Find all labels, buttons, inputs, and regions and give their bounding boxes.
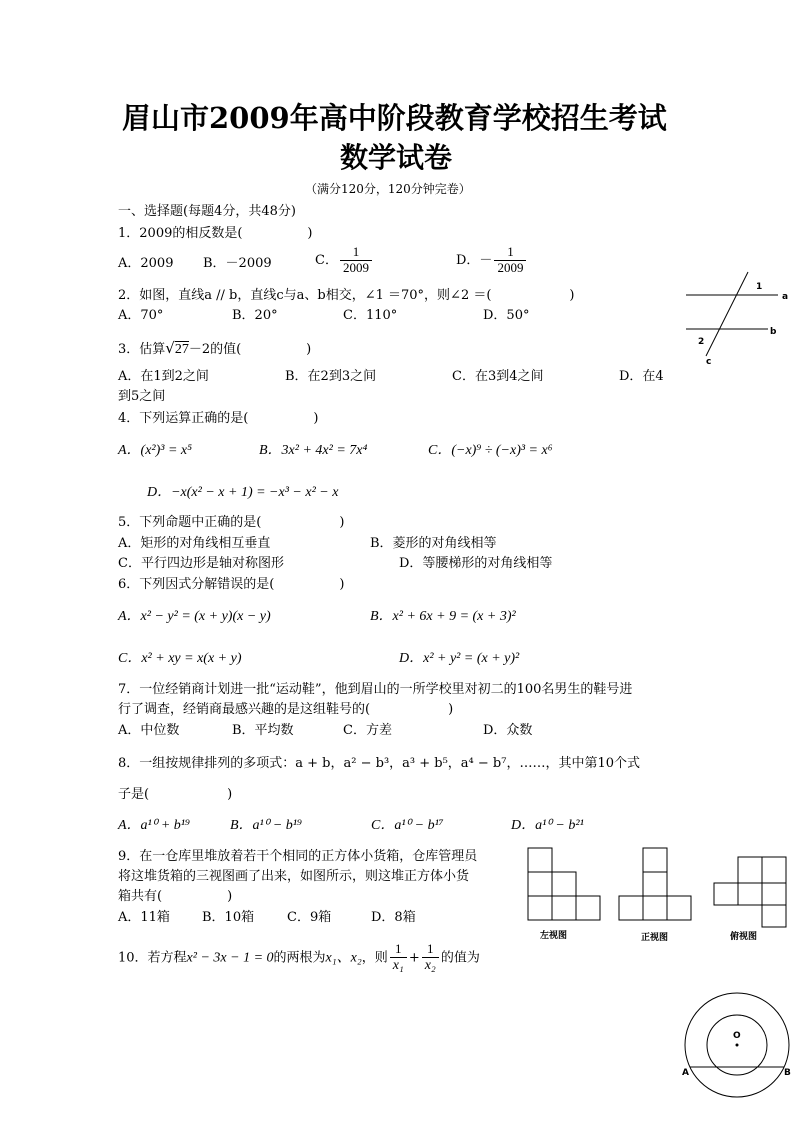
fraction-denominator: 2009 [342, 259, 369, 275]
center-point [736, 1044, 739, 1047]
q10-stem-mid: 的两根为 [273, 950, 326, 966]
q9-option-a: A．11箱 [118, 910, 170, 925]
fraction-numerator: 1 [340, 245, 372, 261]
section-heading: 一、选择题(每题4分，共48分) [118, 204, 296, 219]
q10-stem-then: ，则 [361, 950, 388, 966]
q10-stem [118, 942, 480, 974]
exam-note: （满分120分，120分钟完卷） [305, 182, 471, 196]
q2-option-c: C．110° [343, 308, 398, 323]
front-view-figure [617, 846, 693, 946]
fraction-denominator: x₂ [424, 957, 436, 973]
q9-option-b: B．10箱 [202, 910, 255, 925]
fraction-numerator: 1 [390, 942, 407, 958]
q10-stem-prefix: 10．若方程 [118, 950, 187, 966]
q5-option-b: B．菱形的对角线相等 [370, 536, 497, 551]
angle-2-label: 2 [698, 337, 705, 347]
angle-1-label: 1 [756, 282, 763, 292]
fraction-numerator: 1 [422, 942, 439, 958]
q5-option-d: D．等腰梯形的对角线相等 [399, 556, 553, 571]
sqrt-radicand: 27 [174, 342, 189, 357]
q10-equation: x² − 3x − 1 = 0 [186, 950, 274, 966]
q7-option-c: C．方差 [343, 723, 392, 738]
q4-option-b: B．3x² + 4x² = 7x⁴ [259, 443, 368, 458]
line-c-label: c [706, 357, 712, 367]
q3-option-a: A．在1到2之间 [118, 369, 209, 384]
line-a-label: a [782, 292, 789, 302]
q1-option-d [456, 245, 528, 276]
concentric-circles-figure [682, 993, 792, 1083]
front-view-caption: 正视图 [641, 933, 669, 943]
line-c [706, 272, 748, 356]
q8-option-d: D．a¹⁰ − b²¹ [511, 818, 584, 833]
left-view-caption: 左视图 [540, 931, 568, 941]
q4-option-c: C．(−x)⁹ ÷ (−x)³ = x⁶ [428, 443, 553, 458]
q10-fraction-1 [390, 942, 407, 974]
q6-stem: 6．下列因式分解错误的是( ) [118, 577, 345, 592]
q6-option-c: C．x² + xy = x(x + y) [118, 651, 242, 666]
q7-option-b: B．平均数 [232, 723, 294, 738]
q8-line1: 8．一组按规律排列的多项式：a + b，a² − b³，a³ + b⁵，a⁴ − b⁷，……，其中第10个式 [118, 756, 640, 771]
q10-roots: x₁、x₂ [325, 950, 362, 966]
exam-subtitle: 数学试卷 [340, 141, 453, 174]
q3-option-d: D．在4 [619, 369, 664, 384]
plus-sign: + [408, 950, 420, 966]
q1-option-c-fraction [340, 245, 372, 276]
q10-stem-suffix: 的值为 [440, 950, 480, 966]
q3-option-c: C．在3到4之间 [452, 369, 544, 384]
top-view-figure [712, 855, 792, 955]
q9-line1: 9．在一仓库里堆放着若干个相同的正方体小货箱，仓库管理员 [118, 849, 478, 864]
q1-option-b: B．－2009 [203, 256, 272, 271]
center-label: O [733, 1031, 741, 1041]
fraction-denominator: 2009 [497, 259, 524, 275]
point-b-label: B [784, 1068, 791, 1078]
q3-stem [118, 340, 311, 358]
parallel-lines-figure [684, 268, 794, 367]
q3-stem-prefix: 3．估算 [118, 342, 166, 357]
q9-line3: 箱共有( ) [118, 889, 233, 904]
q2-option-a: A．70° [118, 308, 164, 323]
exam-title: 眉山市2009年高中阶段教育学校招生考试 [122, 101, 667, 135]
q5-stem: 5．下列命题中正确的是( ) [118, 515, 345, 530]
q5-option-a: A．矩形的对角线相互垂直 [118, 536, 271, 551]
sqrt-sign: √ [165, 339, 175, 357]
q1-stem: 1．2009的相反数是( ) [118, 226, 313, 241]
q9-line2: 将这堆货箱的三视图画了出来，如图所示，则这堆正方体小货 [118, 869, 470, 884]
q7-line2: 行了调查，经销商最感兴趣的是这组鞋号的( ) [118, 702, 454, 717]
q8-option-c: C．a¹⁰ − b¹⁷ [371, 818, 444, 833]
q7-option-a: A．中位数 [118, 723, 180, 738]
q3-stem-suffix: －2的值( ) [188, 342, 312, 357]
line-b-label: b [770, 327, 777, 337]
q9-option-d: D．8箱 [371, 910, 416, 925]
q1-option-a: A．2009 [118, 256, 174, 271]
q3-option-d-continued: 到5之间 [118, 389, 166, 404]
q1-option-d-fraction [494, 245, 526, 276]
q8-option-b: B．a¹⁰ − b¹⁹ [230, 818, 302, 833]
q8-option-a: A．a¹⁰ + b¹⁹ [118, 818, 190, 833]
left-view-figure [526, 846, 602, 946]
q9-option-c: C．9箱 [287, 910, 332, 925]
q4-option-d: D．−x(x² − x + 1) = −x³ − x² − x [147, 485, 339, 500]
top-view-caption: 俯视图 [730, 932, 758, 942]
fraction-numerator: 1 [494, 245, 526, 261]
q7-line1: 7．一位经销商计划进一批“运动鞋”，他到眉山的一所学校里对初二的100名男生的鞋号进 [118, 682, 633, 697]
q1-option-d-prefix: D．－ [456, 252, 493, 268]
q2-stem: 2．如图，直线a // b，直线c与a、b相交，∠1 ＝70°，则∠2 ＝( ) [118, 288, 575, 303]
q3-option-b: B．在2到3之间 [285, 369, 377, 384]
q2-option-b: B．20° [232, 308, 278, 323]
q4-stem: 4．下列运算正确的是( ) [118, 411, 319, 426]
q6-option-d: D．x² + y² = (x + y)² [399, 651, 520, 666]
q4-option-a: A．(x²)³ = x⁵ [118, 443, 193, 458]
point-a-label: A [682, 1068, 689, 1078]
q1-option-c-prefix: C． [315, 252, 338, 268]
q8-line2: 子是( ) [118, 787, 233, 802]
q6-option-a: A．x² − y² = (x + y)(x − y) [118, 609, 271, 624]
q1-option-c [315, 245, 374, 276]
fraction-denominator: x₁ [392, 957, 404, 973]
q7-option-d: D．众数 [483, 723, 533, 738]
q5-option-c: C．平行四边形是轴对称图形 [118, 556, 284, 571]
q6-option-b: B．x² + 6x + 9 = (x + 3)² [370, 609, 516, 624]
q10-fraction-2 [422, 942, 439, 974]
q2-option-d: D．50° [483, 308, 530, 323]
